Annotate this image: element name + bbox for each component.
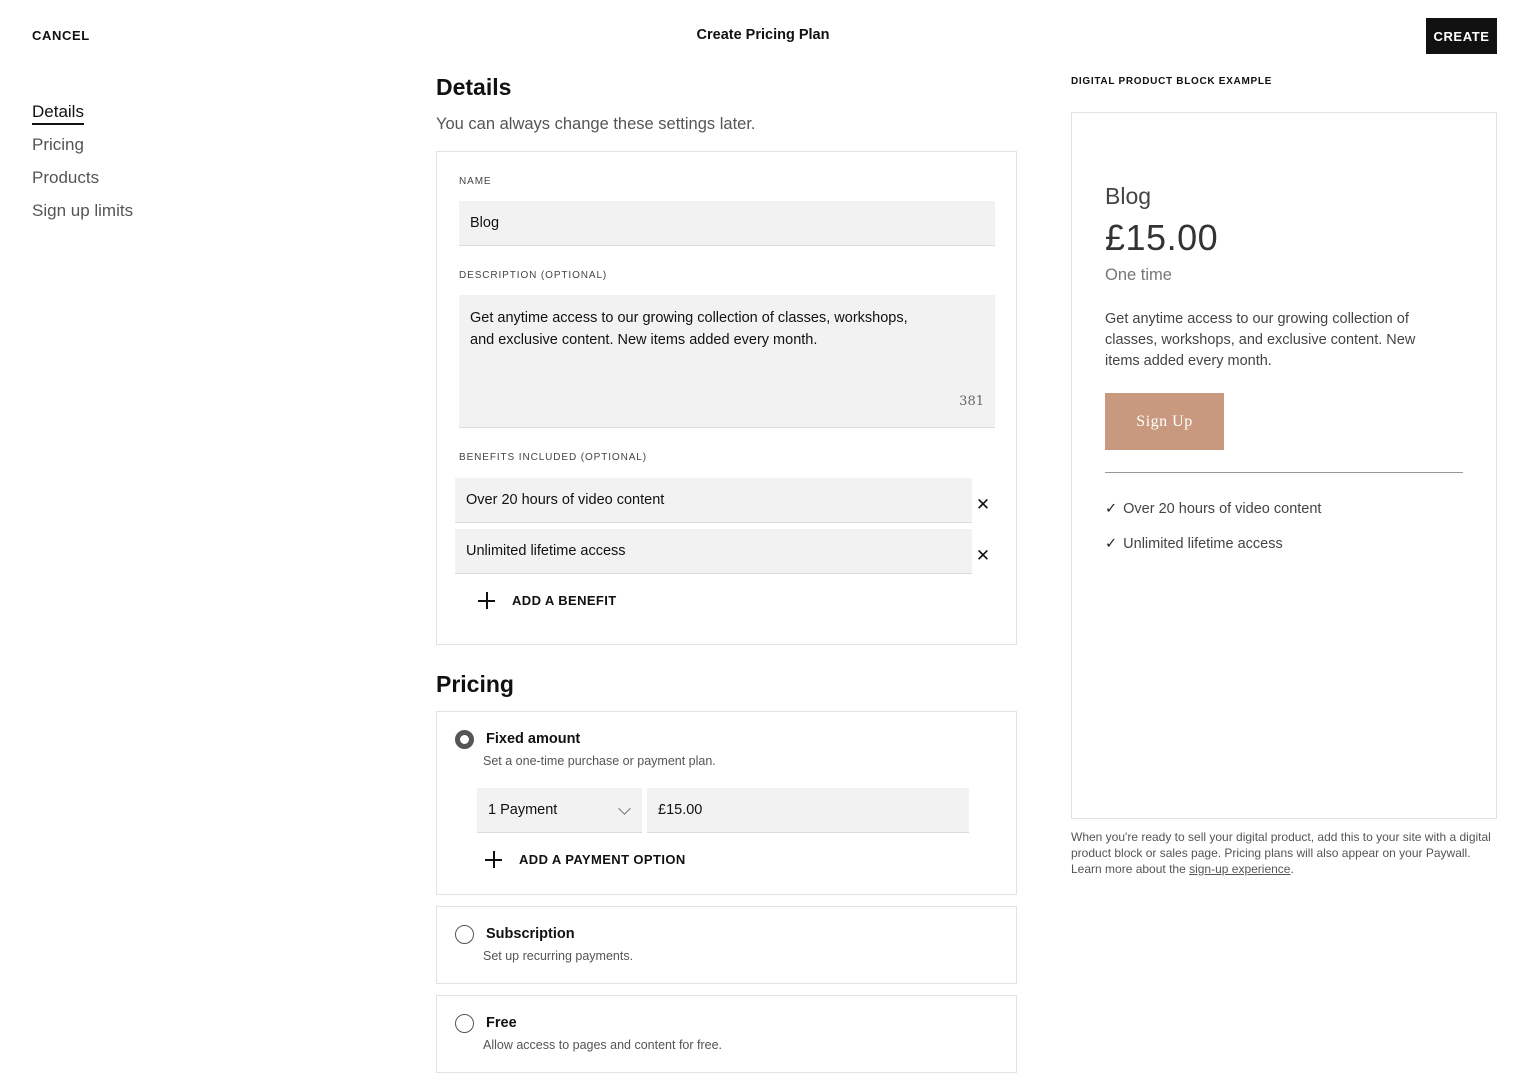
description-textarea[interactable] [459, 295, 995, 428]
free-title: Free [486, 1015, 517, 1031]
preview-benefit [1105, 501, 1321, 517]
subscription-title: Subscription [486, 926, 575, 942]
subscription-description: Set up recurring payments. [483, 949, 634, 963]
benefits-label: BENEFITS INCLUDED (OPTIONAL) [459, 452, 647, 463]
digital-product-preview [1071, 112, 1497, 819]
nav-item-label: Pricing [32, 135, 84, 154]
create-button[interactable]: CREATE [1426, 18, 1497, 54]
divider [1105, 472, 1463, 473]
preview-benefit-text: Over 20 hours of video content [1123, 501, 1322, 517]
name-input[interactable] [459, 201, 995, 246]
details-card [436, 151, 1017, 645]
preview-label: DIGITAL PRODUCT BLOCK EXAMPLE [1071, 76, 1273, 87]
nav-item-products[interactable] [32, 168, 133, 201]
pricing-heading: Pricing [436, 671, 514, 697]
nav-item-label: Products [32, 168, 100, 187]
footer-note-text: When you're ready to sell your digital product, add this to your site with a digital product block or sales page. Pricing plans will also appear on your Paywall. Learn more about the [1071, 830, 1491, 876]
fixed-amount-radio[interactable] [455, 730, 474, 749]
preview-frequency: One time [1105, 266, 1172, 284]
preview-benefit [1105, 536, 1283, 552]
preview-benefit-text: Unlimited lifetime access [1123, 536, 1283, 552]
preview-footer-note [1071, 829, 1497, 877]
nav-item-label: Details [32, 102, 84, 125]
price-input[interactable] [647, 788, 969, 833]
nav-item-details[interactable] [32, 102, 133, 135]
add-benefit-button[interactable] [478, 592, 617, 609]
payments-select[interactable] [477, 788, 642, 833]
benefit-input-2[interactable] [455, 529, 972, 574]
chevron-down-icon [618, 802, 631, 815]
details-subheading: You can always change these settings later. [436, 115, 756, 133]
nav-item-label: Sign up limits [32, 201, 134, 220]
plus-icon [485, 851, 502, 868]
subscription-option[interactable] [436, 906, 1017, 984]
section-nav [32, 102, 133, 234]
details-heading: Details [436, 74, 512, 100]
plus-icon [478, 592, 495, 609]
preview-price: £15.00 [1105, 217, 1219, 258]
free-radio[interactable] [455, 1014, 474, 1033]
description-label: DESCRIPTION (OPTIONAL) [459, 270, 608, 281]
remove-benefit-icon[interactable]: ✕ [975, 495, 991, 514]
sign-up-experience-link[interactable]: sign-up experience [1189, 862, 1291, 876]
free-option[interactable] [436, 995, 1017, 1073]
checkmark-icon: ✓ [1105, 536, 1118, 552]
description-text: Get anytime access to our growing collection of classes, workshops, and exclusive content. New items added every month. [470, 310, 908, 348]
benefit-input-1[interactable] [455, 478, 972, 523]
fixed-amount-title: Fixed amount [486, 731, 581, 747]
preview-description: Get anytime access to our growing collection of classes, workshops, and exclusive content. New items added every month. [1105, 311, 1416, 369]
free-description: Allow access to pages and content for free. [483, 1038, 723, 1052]
main-form [436, 74, 1017, 1052]
subscription-radio[interactable] [455, 925, 474, 944]
page-title: Create Pricing Plan [696, 27, 830, 43]
preview-name: Blog [1105, 183, 1152, 209]
sign-up-button[interactable]: Sign Up [1105, 393, 1224, 450]
footer-note-end: . [1290, 862, 1294, 876]
add-payment-option-label: ADD A PAYMENT OPTION [519, 852, 686, 867]
nav-item-sign-up-limits[interactable] [32, 201, 133, 234]
nav-item-pricing[interactable] [32, 135, 133, 168]
fixed-amount-option [436, 711, 1017, 895]
payments-select-value: 1 Payment [488, 802, 558, 818]
add-benefit-label: ADD A BENEFIT [512, 593, 617, 608]
name-label: NAME [459, 176, 492, 187]
fixed-amount-description: Set a one-time purchase or payment plan. [483, 754, 716, 768]
character-count: 381 [959, 394, 984, 409]
add-payment-option-button[interactable] [485, 851, 686, 868]
checkmark-icon: ✓ [1105, 501, 1118, 517]
remove-benefit-icon[interactable]: ✕ [975, 546, 991, 565]
cancel-button[interactable]: CANCEL [32, 28, 90, 43]
